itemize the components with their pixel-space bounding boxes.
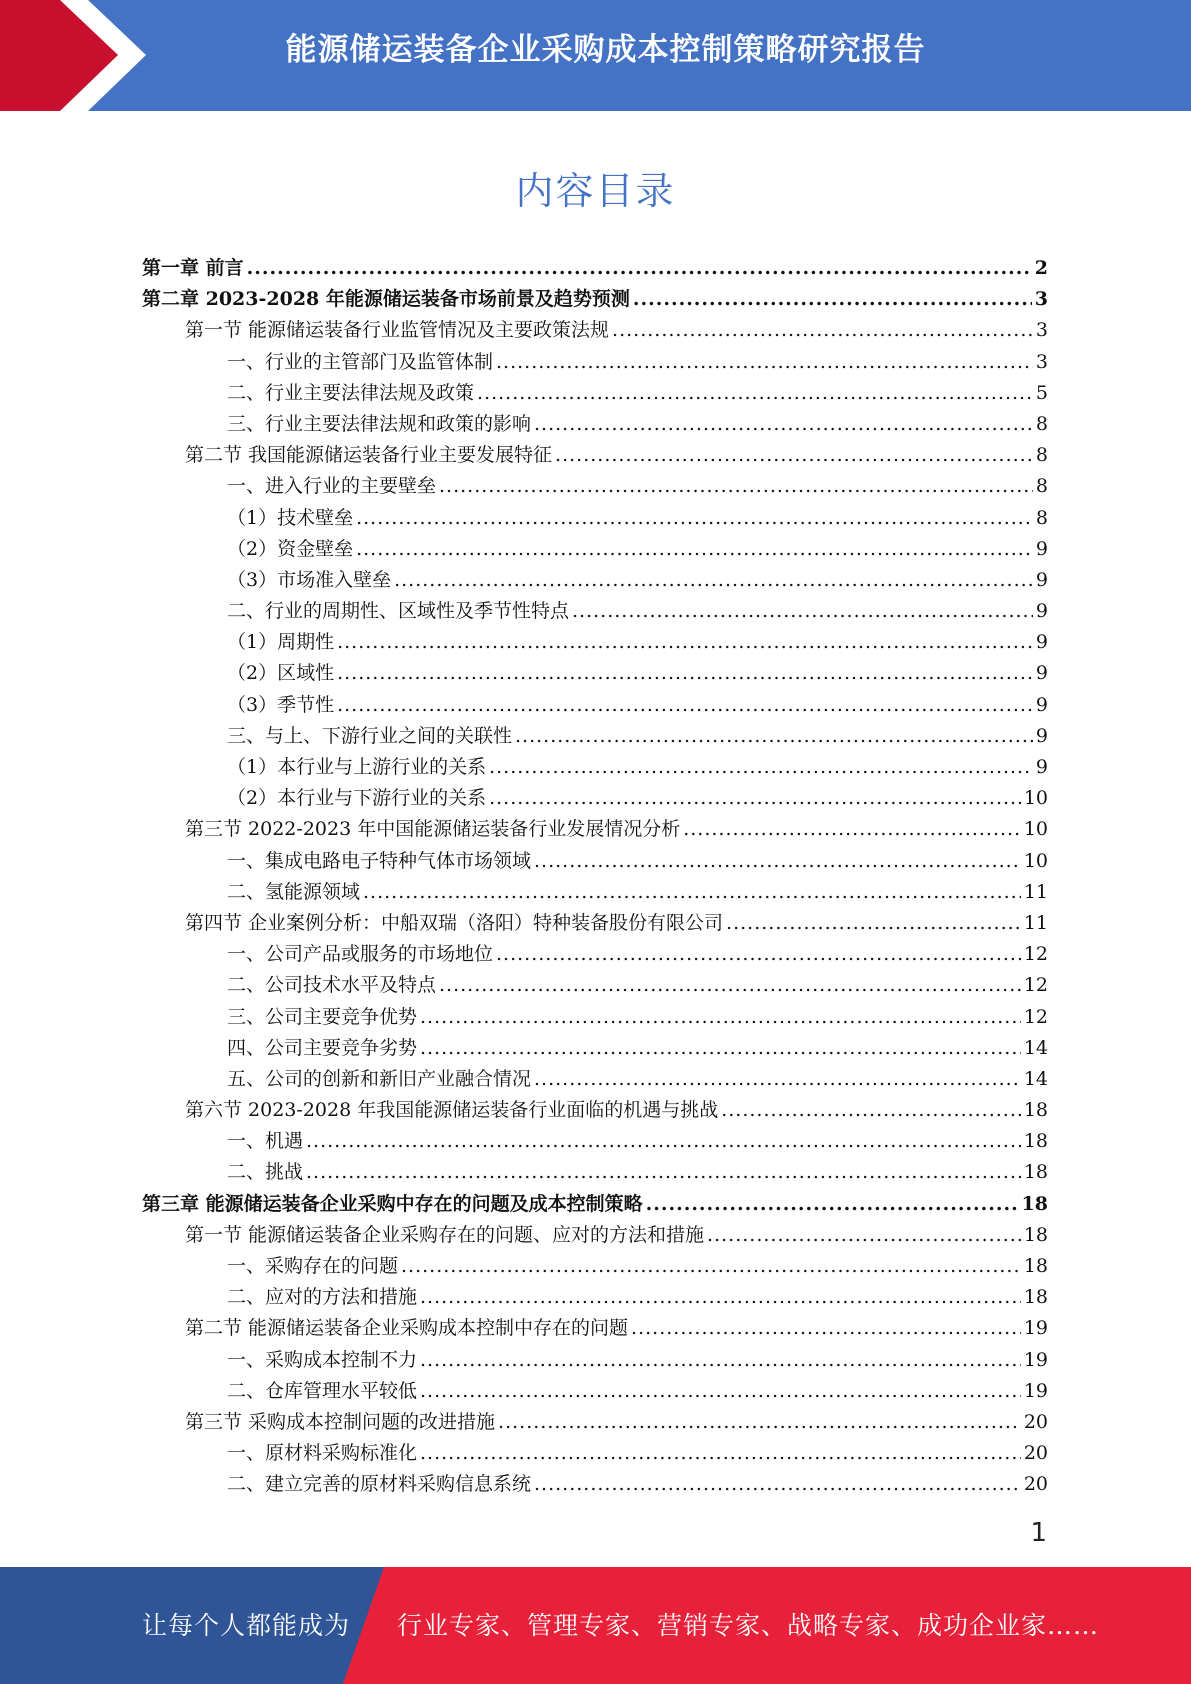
header-banner xyxy=(0,0,1191,111)
toc-entry-page: 8 xyxy=(1035,475,1048,498)
toc-entry[interactable] xyxy=(142,970,1048,1001)
toc-entry[interactable] xyxy=(142,939,1048,970)
dot-leader xyxy=(555,440,1033,471)
dot-leader xyxy=(363,877,1021,908)
toc-entry[interactable] xyxy=(142,814,1048,845)
toc-entry[interactable] xyxy=(142,783,1048,814)
dot-leader xyxy=(356,534,1033,565)
toc-entry[interactable] xyxy=(142,1438,1048,1469)
dot-leader xyxy=(420,1438,1021,1469)
toc-entry[interactable] xyxy=(142,627,1048,658)
toc-entry-title: 一、原材料采购标准化 xyxy=(227,1442,418,1465)
toc-entry[interactable] xyxy=(142,1157,1048,1188)
toc-entry-page: 14 xyxy=(1023,1067,1048,1090)
toc-entry-title: 一、进入行业的主要壁垒 xyxy=(227,475,437,498)
dot-leader xyxy=(489,783,1021,814)
toc-entry-page: 11 xyxy=(1023,880,1048,903)
toc-entry-title: （3）季节性 xyxy=(227,693,335,716)
toc-entry-page: 3 xyxy=(1035,319,1048,342)
toc-entry-page: 9 xyxy=(1035,662,1048,685)
toc-entry-page: 9 xyxy=(1035,724,1048,747)
toc-entry-title: （2）区域性 xyxy=(227,662,335,685)
dot-leader xyxy=(306,1126,1021,1157)
dot-leader xyxy=(572,596,1033,627)
toc-entry-title: 一、行业的主管部门及监管体制 xyxy=(227,350,494,373)
toc-entry-title: 二、建立完善的原材料采购信息系统 xyxy=(227,1473,532,1496)
toc-entry[interactable] xyxy=(142,1220,1048,1251)
toc-entry-page: 14 xyxy=(1023,1036,1048,1059)
toc-entry-title: （2）资金壁垒 xyxy=(227,537,354,560)
dot-leader xyxy=(439,471,1033,502)
toc-entry-page: 18 xyxy=(1023,1286,1048,1309)
toc-entry-title: 五、公司的创新和新旧产业融合情况 xyxy=(227,1067,532,1090)
toc-entry[interactable] xyxy=(142,1064,1048,1095)
dot-leader xyxy=(534,846,1021,877)
toc-entry-title: 第三节 采购成本控制问题的改进措施 xyxy=(185,1410,496,1433)
toc-entry-page: 8 xyxy=(1035,412,1048,435)
toc-entry-title: （1）本行业与上游行业的关系 xyxy=(227,756,487,778)
toc-entry[interactable] xyxy=(142,284,1048,315)
dot-leader xyxy=(496,939,1021,970)
toc-entry[interactable] xyxy=(142,440,1048,471)
toc-entry-page: 3 xyxy=(1035,350,1048,373)
report-title: 能源储运装备企业采购成本控制策略研究报告 xyxy=(285,32,926,68)
dot-leader xyxy=(420,1345,1021,1376)
dot-leader xyxy=(726,908,1021,939)
toc-entry[interactable] xyxy=(142,1282,1048,1313)
dot-leader xyxy=(534,409,1033,440)
toc-entry-page: 9 xyxy=(1035,537,1048,560)
footer-slogan-left: 让每个人都能成为 xyxy=(142,1611,351,1640)
toc-entry[interactable] xyxy=(142,253,1048,284)
toc-entry[interactable] xyxy=(142,846,1048,877)
toc-entry-title: 第一章 前言 xyxy=(142,257,244,279)
toc-entry-title: 第二章 2023-2028 年能源储运装备市场前景及趋势预测 xyxy=(142,288,630,311)
toc-entry[interactable] xyxy=(142,1189,1048,1220)
toc-entry-page: 8 xyxy=(1035,506,1048,529)
dot-leader xyxy=(247,253,1032,284)
toc-entry-title: 第三节 2022-2023 年中国能源储运装备行业发展情况分析 xyxy=(185,818,681,841)
toc-entry-page: 2 xyxy=(1034,257,1048,279)
toc-entry-title: 一、采购成本控制不力 xyxy=(227,1348,418,1371)
dot-leader xyxy=(306,1157,1021,1188)
toc-entry[interactable] xyxy=(142,378,1048,409)
toc-entry[interactable] xyxy=(142,1407,1048,1438)
toc-entry-title: 一、机遇 xyxy=(227,1130,304,1153)
dot-leader xyxy=(337,658,1033,689)
dot-leader xyxy=(721,1095,1021,1126)
toc-entry-title: 三、与上、下游行业之间的关联性 xyxy=(227,724,513,747)
toc-entry[interactable] xyxy=(142,565,1048,596)
toc-entry-page: 10 xyxy=(1023,849,1048,872)
toc-entry-page: 18 xyxy=(1023,1161,1048,1184)
toc-entry-page: 11 xyxy=(1023,911,1048,934)
toc-entry-title: 二、挑战 xyxy=(227,1161,304,1184)
toc-heading: 内容目录 xyxy=(515,169,676,213)
toc-entry-title: （1）技术壁垒 xyxy=(227,506,354,529)
toc-entry-title: 第二节 我国能源储运装备行业主要发展特征 xyxy=(185,444,553,467)
dot-leader xyxy=(515,721,1033,752)
toc-entry-page: 9 xyxy=(1035,568,1048,591)
toc-entry[interactable] xyxy=(142,690,1048,721)
toc-entry[interactable] xyxy=(142,1095,1048,1126)
toc-entry-title: 二、公司技术水平及特点 xyxy=(227,974,437,997)
dot-leader xyxy=(707,1220,1021,1251)
dot-leader xyxy=(439,970,1021,1001)
toc-entry-page: 12 xyxy=(1023,943,1048,966)
toc-entry-page: 8 xyxy=(1035,444,1048,467)
toc-entry-title: 二、仓库管理水平较低 xyxy=(227,1379,418,1402)
toc-entry-page: 20 xyxy=(1023,1473,1048,1496)
toc-entry-title: 一、采购存在的问题 xyxy=(227,1255,399,1277)
toc-entry-page: 9 xyxy=(1035,756,1048,778)
toc-entry[interactable] xyxy=(142,534,1048,565)
toc-entry[interactable] xyxy=(142,1002,1048,1033)
toc-entry[interactable] xyxy=(142,503,1048,534)
toc-entry-page: 10 xyxy=(1023,787,1048,810)
dot-leader xyxy=(420,1033,1021,1064)
toc-entry-page: 9 xyxy=(1035,600,1048,623)
toc-entry[interactable] xyxy=(142,1345,1048,1376)
toc-entry-title: 第三章 能源储运装备企业采购中存在的问题及成本控制策略 xyxy=(142,1192,643,1215)
toc-entry-title: 二、氢能源领域 xyxy=(227,880,361,903)
toc-entry-title: 二、应对的方法和措施 xyxy=(227,1286,418,1309)
toc-entry-title: 四、公司主要竞争劣势 xyxy=(227,1036,418,1059)
toc-entry-page: 18 xyxy=(1021,1192,1048,1215)
toc-entry-title: 二、行业的周期性、区域性及季节性特点 xyxy=(227,600,570,623)
dot-leader xyxy=(683,814,1021,845)
toc-entry-title: 第一节 能源储运装备行业监管情况及主要政策法规 xyxy=(185,319,610,342)
toc-entry-page: 12 xyxy=(1023,1005,1048,1028)
toc-entry[interactable] xyxy=(142,721,1048,752)
dot-leader xyxy=(633,284,1032,315)
toc-entry-page: 3 xyxy=(1034,288,1048,311)
table-of-contents xyxy=(142,253,1048,1501)
dot-leader xyxy=(489,752,1033,783)
dot-leader xyxy=(356,503,1033,534)
toc-entry-title: 第六节 2023-2028 年我国能源储运装备行业面临的机遇与挑战 xyxy=(185,1099,719,1122)
toc-entry[interactable] xyxy=(142,908,1048,939)
dot-leader xyxy=(420,1376,1021,1407)
page-number: 1 xyxy=(1030,1518,1047,1548)
toc-entry-page: 20 xyxy=(1023,1410,1048,1433)
dot-leader xyxy=(631,1313,1021,1344)
dot-leader xyxy=(612,315,1033,346)
toc-entry-title: （3）市场准入壁垒 xyxy=(227,568,392,591)
toc-entry-page: 12 xyxy=(1023,974,1048,997)
toc-entry-title: 三、公司主要竞争优势 xyxy=(227,1005,418,1028)
toc-entry-title: 二、行业主要法律法规及政策 xyxy=(227,381,475,404)
toc-entry-page: 10 xyxy=(1023,818,1048,841)
dot-leader xyxy=(401,1251,1021,1282)
dot-leader xyxy=(394,565,1033,596)
footer-slogan-right: 行业专家、管理专家、营销专家、战略专家、成功企业家…… xyxy=(397,1611,1100,1640)
dot-leader xyxy=(477,378,1033,409)
dot-leader xyxy=(534,1469,1021,1500)
toc-entry-page: 18 xyxy=(1023,1130,1048,1153)
toc-entry[interactable] xyxy=(142,315,1048,346)
toc-entry[interactable] xyxy=(142,596,1048,627)
toc-entry-title: 第一节 能源储运装备企业采购存在的问题、应对的方法和措施 xyxy=(185,1223,705,1246)
toc-entry[interactable] xyxy=(142,658,1048,689)
toc-entry-page: 19 xyxy=(1023,1317,1048,1340)
dot-leader xyxy=(498,1407,1021,1438)
toc-entry-page: 5 xyxy=(1035,381,1048,404)
toc-entry-page: 19 xyxy=(1023,1379,1048,1402)
toc-entry[interactable] xyxy=(142,877,1048,908)
toc-entry[interactable] xyxy=(142,347,1048,378)
toc-entry[interactable] xyxy=(142,409,1048,440)
toc-entry[interactable] xyxy=(142,1126,1048,1157)
toc-entry-page: 18 xyxy=(1023,1223,1048,1246)
toc-entry-title: （1）周期性 xyxy=(227,631,335,654)
toc-entry-page: 20 xyxy=(1023,1442,1048,1465)
footer-banner xyxy=(0,1567,1191,1684)
toc-entry-page: 9 xyxy=(1035,693,1048,716)
toc-entry-title: 一、公司产品或服务的市场地位 xyxy=(227,943,494,966)
dot-leader xyxy=(534,1064,1021,1095)
dot-leader xyxy=(337,690,1033,721)
toc-entry[interactable] xyxy=(142,752,1048,783)
dot-leader xyxy=(337,627,1033,658)
toc-entry[interactable] xyxy=(142,1376,1048,1407)
dot-leader xyxy=(646,1189,1019,1220)
dot-leader xyxy=(420,1282,1021,1313)
toc-entry-title: 一、集成电路电子特种气体市场领域 xyxy=(227,849,532,872)
toc-entry[interactable] xyxy=(142,1313,1048,1344)
toc-entry[interactable] xyxy=(142,1033,1048,1064)
toc-entry-page: 9 xyxy=(1035,631,1048,654)
toc-entry-title: （2）本行业与下游行业的关系 xyxy=(227,787,487,810)
toc-entry-title: 三、行业主要法律法规和政策的影响 xyxy=(227,412,532,435)
toc-entry-page: 18 xyxy=(1023,1099,1048,1122)
toc-entry[interactable] xyxy=(142,1469,1048,1500)
dot-leader xyxy=(496,347,1033,378)
toc-entry-title: 第二节 能源储运装备企业采购成本控制中存在的问题 xyxy=(185,1317,629,1340)
toc-entry-page: 19 xyxy=(1023,1348,1048,1371)
dot-leader xyxy=(420,1002,1021,1033)
toc-entry-title: 第四节 企业案例分析：中船双瑞（洛阳）特种装备股份有限公司 xyxy=(185,911,724,934)
toc-entry-page: 18 xyxy=(1023,1255,1048,1277)
toc-entry[interactable] xyxy=(142,471,1048,502)
toc-entry[interactable] xyxy=(142,1251,1048,1282)
